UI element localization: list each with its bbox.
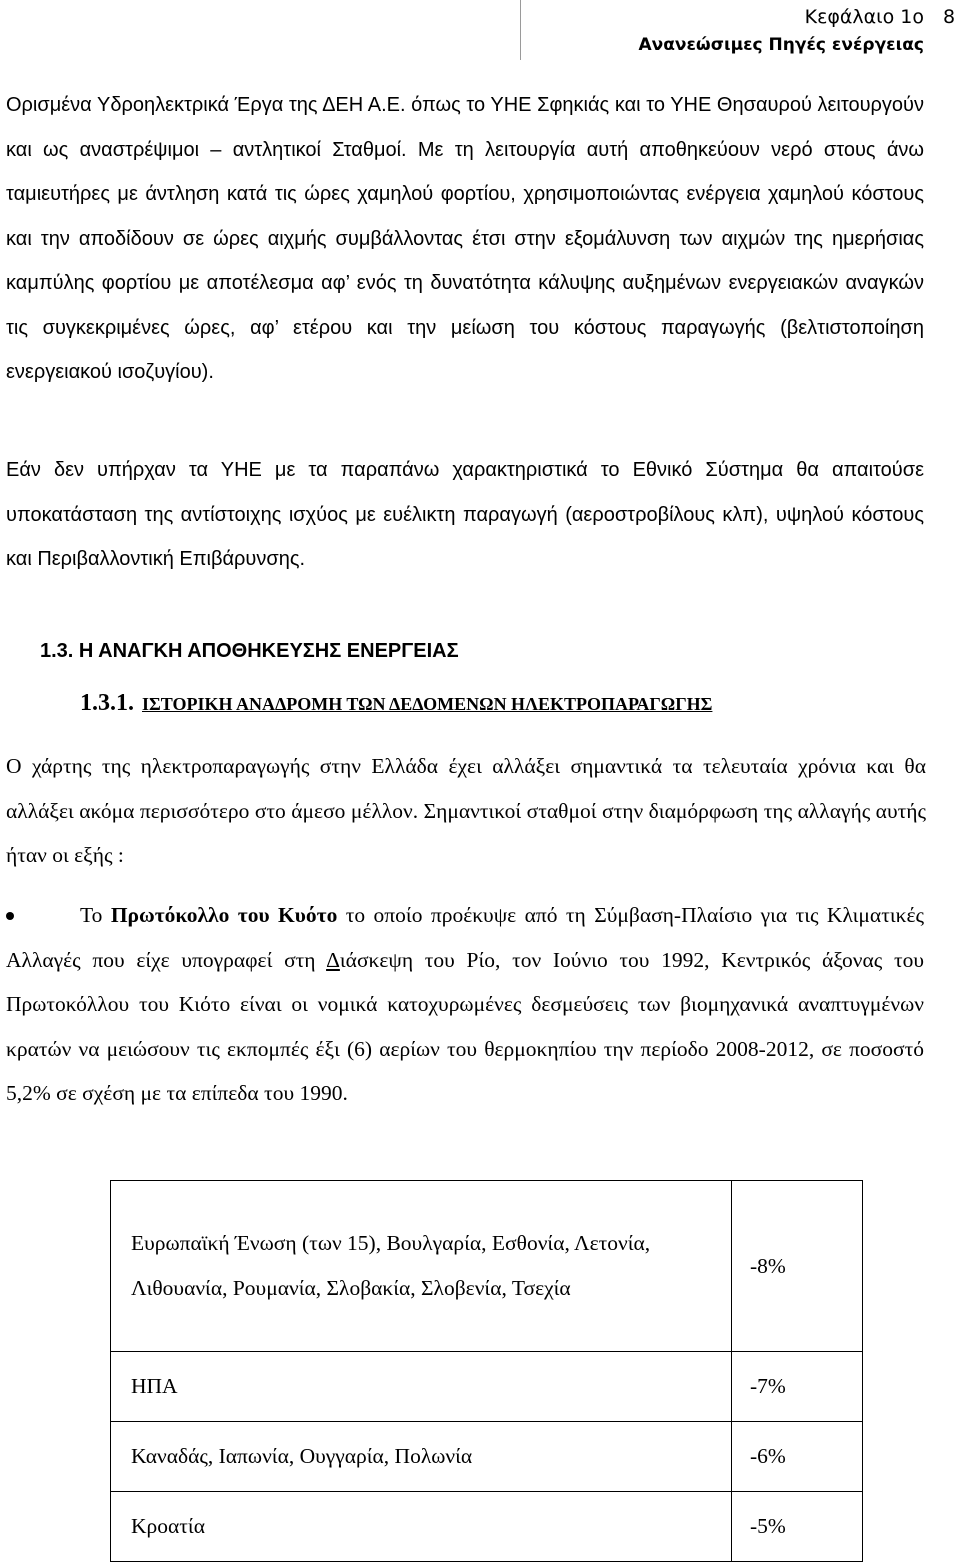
table-row (111, 1492, 863, 1562)
page-header (504, 0, 924, 60)
table-cell-countries: Ευρωπαϊκή Ένωση (των 15), Βουλγαρία, Εσθονία, Λετονία, Λιθουανία, Ρουμανία, Σλοβακία, Σλοβενία, Τσεχία (111, 1181, 732, 1352)
table-cell-value: -8% (732, 1181, 863, 1352)
subsection-title: ΙΣΤΟΡΙΚΗ ΑΝΑΔΡΟΜΗ ΤΩΝ ΔΕΔΟΜΕΝΩΝ ΗΛΕΚΤΡΟΠΑΡΑΓΩΓΗΣ (142, 694, 713, 714)
paragraph-substitution: Εάν δεν υπήρχαν τα ΥΗΕ με τα παραπάνω χαρακτηριστικά το Εθνικό Σύστημα θα απαιτούσε υποκατάσταση της αντίστοιχης ισχύος με ευέλικτη παραγωγή (αεροστροβίλους κλπ), υψηλού κόστους και Περιβαλλοντική Επιβάρυνσης. (6, 459, 924, 570)
emissions-table (110, 1180, 863, 1562)
header-subtitle: Ανανεώσιμες Πηγές ενέργειας (638, 35, 924, 55)
bullet-prefix: Το (80, 903, 111, 927)
kyoto-protocol-bold: Πρωτόκολλο του Κυότο (110, 903, 338, 927)
table-row (111, 1352, 863, 1422)
header-divider (520, 0, 521, 60)
section-heading: 1.3. Η ΑΝΑΓΚΗ ΑΠΟΘΗΚΕΥΣΗΣ ΕΝΕΡΓΕΙΑΣ (40, 640, 459, 662)
table-row (111, 1422, 863, 1492)
page-number: 8 (943, 6, 956, 28)
table-cell-value: -5% (732, 1492, 863, 1562)
table-cell-value: -6% (732, 1422, 863, 1492)
underlined-letter: Δ (326, 947, 340, 972)
subsection-number: 1.3.1. (80, 690, 134, 716)
paragraph-electricity-map: Ο χάρτης της ηλεκτροπαραγωγής στην Ελλάδα έχει αλλάξει σημαντικά τα τελευταία χρόνια και θα αλλάξει ακόμα περισσότερο στο άμεσο μέλλον. Σημαντικοί σταθμοί στην διαμόρφωση της αλλαγής αυτής ήταν οι εξής : (6, 754, 926, 867)
table-cell-countries: ΗΠΑ (111, 1352, 732, 1422)
bullet-icon (6, 912, 14, 920)
chapter-label: Κεφάλαιο 1ο (804, 6, 924, 28)
table-cell-value: -7% (732, 1352, 863, 1422)
table-cell-countries: Κροατία (111, 1492, 732, 1562)
bullet-text-a: το οποίο προέκυψε από τη Σύμβαση-Πλαίσιο για τις Κλιματικές Αλλαγές που είχε υπογραφεί στη (6, 903, 924, 972)
bullet-text-b: ιάσκεψη του Ρίο, τον Ιούνιο του 1992, Κεντρικός άξονας του Πρωτοκόλλου του Κιότο είναι οι νομικά κατοχυρωμένες δεσμεύσεις των βιομηχανικά αναπτυγμένων κρατών να μειώσουν τις εκπομπές έξι (6) αερίων του θερμοκηπίου την περίοδο 2008-2012, σε ποσοστό 5,2% σε σχέση με τα επίπεδα του 1990. (6, 947, 924, 1105)
bullet-text (6, 893, 924, 1116)
table-row (111, 1181, 863, 1352)
paragraph-pumped-storage: Ορισμένα Υδροηλεκτρικά Έργα της ΔΕΗ Α.Ε. όπως το ΥΗΕ Σφηκιάς και το ΥΗΕ Θησαυρού λειτουργούν και ως αναστρέψιμοι – αντλητικοί Σταθμοί. Με τη λειτουργία αυτή αποθηκεύουν νερό στους άνω ταμιευτήρες με άντληση κατά τις ώρες χαμηλού φορτίου, χρησιμοποιώντας ενέργεια χαμηλού κόστους και την αποδίδουν σε ώρες αιχμής συμβάλλοντας έτσι στην εξομάλυνση των αιχμών της ημερήσιας καμπύλης φορτίου με αποτέλεσμα αφ’ ενός τη δυνατότητα κάλυψης αυξημένων ενεργειακών αναγκών τις συγκεκριμένες ώρες, αφ’ ετέρου και την μείωση του κόστους παραγωγής (βελτιστοποίηση ενεργειακού ισοζυγίου). (6, 94, 924, 383)
table-cell-countries: Καναδάς, Ιαπωνία, Ουγγαρία, Πολωνία (111, 1422, 732, 1492)
subsection-heading (80, 690, 712, 717)
bullet-item-kyoto (6, 893, 924, 1116)
